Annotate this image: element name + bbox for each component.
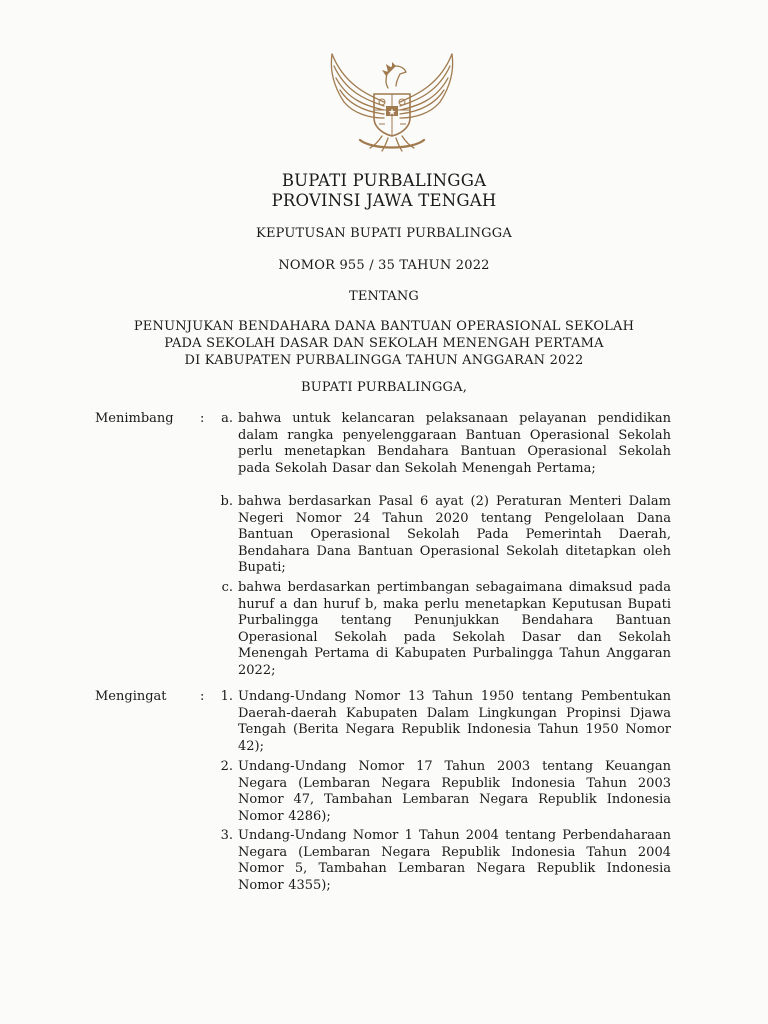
mengingat-item-2: Undang-Undang Nomor 17 Tahun 2003 tentang Keuangan Negara (Lembaran Negara Republik Indonesia Tahun 2003 Nomor 47, Tambahan Lembaran Negara Republik Indonesia Nomor 4286); xyxy=(238,759,671,824)
issuer-title: BUPATI PURBALINGGA xyxy=(281,171,487,190)
menimbang-item-a: bahwa untuk kelancaran pelaksanaan pelayanan pendidikan dalam rangka penyelenggaraan Bantuan Operasional Sekolah perlu menetapkan Bendahara Bantuan Operasional Sekolah pada Sekolah Dasar dan Sekolah Menengah Pertama; xyxy=(238,411,671,476)
document-header xyxy=(0,171,768,211)
decree-title: KEPUTUSAN BUPATI PURBALINGGA xyxy=(256,226,512,241)
subject-line: DI KABUPATEN PURBALINGGA TAHUN ANGGARAN 2022 xyxy=(184,353,584,368)
subject-line: PENUNJUKAN BENDAHARA DANA BANTUAN OPERASIONAL SEKOLAH xyxy=(133,319,635,334)
mengingat-colon: : xyxy=(200,689,205,704)
mengingat-marker-2: 2. xyxy=(220,759,233,774)
mengingat-marker-1: 1. xyxy=(220,689,233,704)
mengingat-marker-3: 3. xyxy=(220,828,233,843)
mengingat-item-3: Undang-Undang Nomor 1 Tahun 2004 tentang Perbendaharaan Negara (Lembaran Negara Republik Indonesia Tahun 2004 Nomor 5, Tambahan Lembaran Negara Republik Indonesia Nomor 4355); xyxy=(238,828,671,893)
decree-number: NOMOR 955 / 35 TAHUN 2022 xyxy=(278,258,490,273)
garuda-emblem-icon xyxy=(326,44,458,156)
subject-line: PADA SEKOLAH DASAR DAN SEKOLAH MENENGAH PERTAMA xyxy=(164,336,604,351)
menimbang-label: Menimbang xyxy=(95,411,174,426)
decree-subject xyxy=(0,318,768,369)
menimbang-marker-c: c. xyxy=(221,580,233,595)
menimbang-item-b: bahwa berdasarkan Pasal 6 ayat (2) Peraturan Menteri Dalam Negeri Nomor 24 Tahun 2020 tentang Pengelolaan Dana Bantuan Operasional Sekolah Pada Pemerintah Daerah, Bendahara Dana Bantuan Operasional Sekolah ditetapkan oleh Bupati; xyxy=(238,494,671,575)
menimbang-colon: : xyxy=(200,411,205,426)
menimbang-marker-b: b. xyxy=(220,494,233,509)
province-title: PROVINSI JAWA TENGAH xyxy=(271,191,497,210)
tentang-heading: TENTANG xyxy=(348,289,420,304)
menimbang-marker-a: a. xyxy=(221,411,233,426)
menimbang-item-c: bahwa berdasarkan pertimbangan sebagaimana dimaksud pada huruf a dan huruf b, maka perlu menetapkan Keputusan Bupati Purbalingga tentang Penunjukkan Bendahara Bantuan Operasional Sekolah pada Sekolah Dasar dan Sekolah Menengah Pertama di Kabupaten Purbalingga Tahun Anggaran 2022; xyxy=(238,580,671,678)
mengingat-item-1: Undang-Undang Nomor 13 Tahun 1950 tentang Pembentukan Daerah-daerah Kabupaten Dalam Lingkungan Propinsi Djawa Tengah (Berita Negara Republik Indonesia Tahun 1950 Nomor 42); xyxy=(238,689,671,754)
mengingat-label: Mengingat xyxy=(95,689,167,704)
authority-line: BUPATI PURBALINGGA, xyxy=(300,380,468,395)
